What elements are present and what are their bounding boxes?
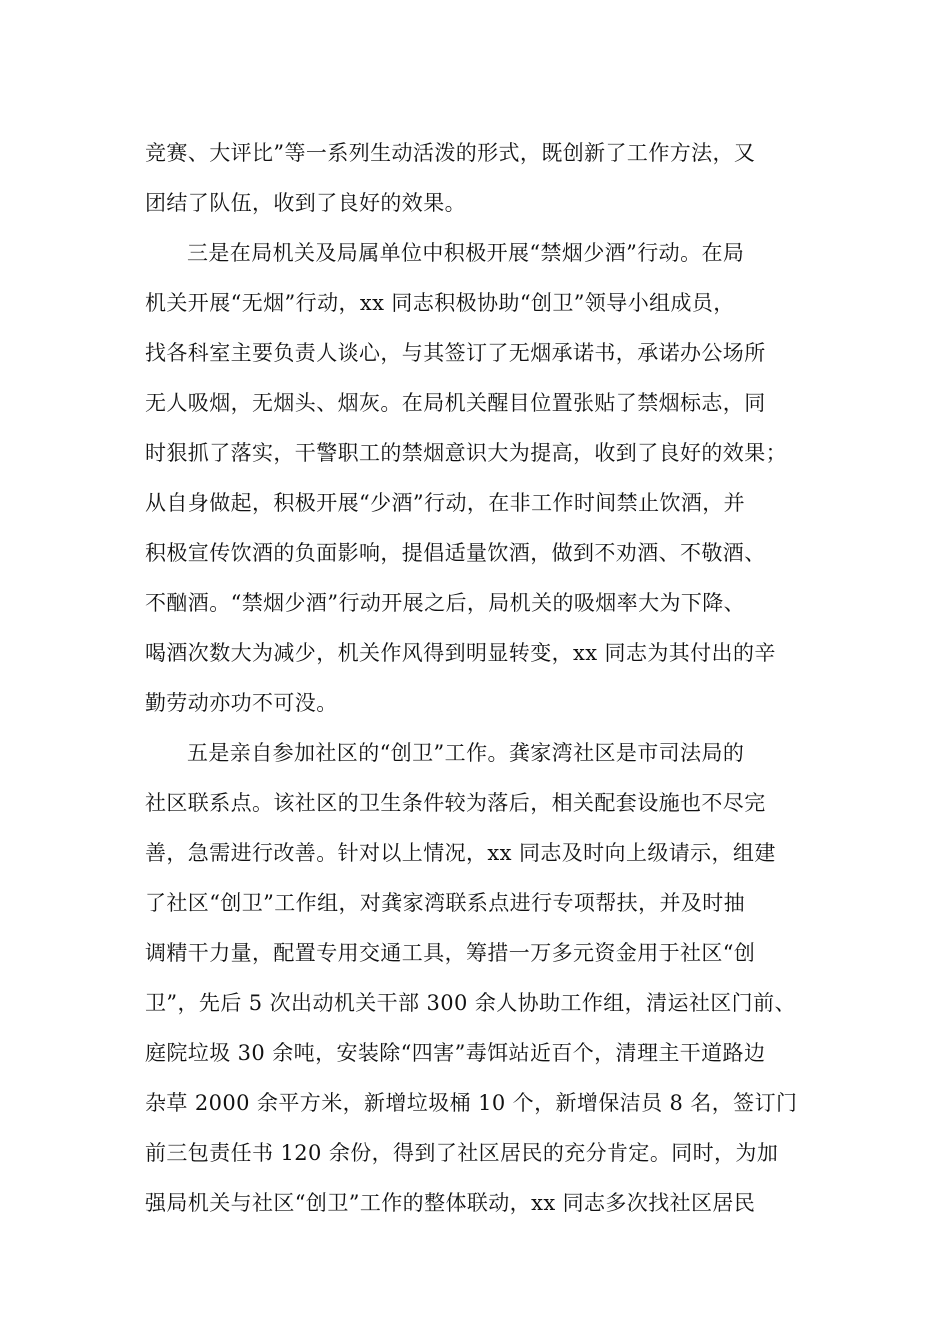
paragraph-line: 庭院垃圾 30 余吨，安装除“四害”毒饵站近百个，清理主干道路边 xyxy=(145,1041,766,1065)
paragraph-line: 无人吸烟，无烟头、烟灰。在局机关醒目位置张贴了禁烟标志，同 xyxy=(145,391,766,415)
paragraph-line: 社区联系点。该社区的卫生条件较为落后，相关配套设施也不尽完 xyxy=(145,791,766,815)
paragraph-line: 机关开展“无烟”行动，xx 同志积极协助“创卫”领导小组成员， xyxy=(145,291,735,315)
paragraph-line: 了社区“创卫”工作组，对龚家湾联系点进行专项帮扶，并及时抽 xyxy=(145,891,746,915)
paragraph-line: 善，急需进行改善。针对以上情况，xx 同志及时向上级请示，组建 xyxy=(145,841,776,865)
paragraph-line: 前三包责任书 120 余份，得到了社区居民的充分肯定。同时，为加 xyxy=(145,1141,779,1165)
paragraph-line: 竞赛、大评比”等一系列生动活泼的形式，既创新了工作方法，又 xyxy=(145,141,756,165)
paragraph-line: 强局机关与社区“创卫”工作的整体联动，xx 同志多次找社区居民 xyxy=(145,1191,756,1215)
paragraph-line: 卫”，先后 5 次出动机关干部 300 余人协助工作组，清运社区门前、 xyxy=(145,991,796,1015)
paragraph-line: 找各科室主要负责人谈心，与其签订了无烟承诺书，承诺办公场所 xyxy=(145,341,766,365)
paragraph-line: 喝酒次数大为减少，机关作风得到明显转变，xx 同志为其付出的辛 xyxy=(145,641,776,665)
paragraph-line: 三是在局机关及局属单位中积极开展“禁烟少酒”行动。在局 xyxy=(187,241,745,265)
paragraph-line: 积极宣传饮酒的负面影响，提倡适量饮酒，做到不劝酒、不敬酒、 xyxy=(145,541,766,565)
paragraph-line: 五是亲自参加社区的“创卫”工作。龚家湾社区是市司法局的 xyxy=(187,741,745,765)
paragraph-line: 杂草 2000 余平方米，新增垃圾桶 10 个，新增保洁员 8 名，签订门 xyxy=(145,1091,798,1115)
paragraph-line: 不酗酒。“禁烟少酒”行动开展之后，局机关的吸烟率大为下降、 xyxy=(145,591,746,615)
paragraph-line: 从自身做起，积极开展“少酒”行动，在非工作时间禁止饮酒，并 xyxy=(145,491,746,515)
paragraph-line: 团结了队伍，收到了良好的效果。 xyxy=(145,191,466,215)
paragraph-line: 时狠抓了落实，干警职工的禁烟意识大为提高，收到了良好的效果； xyxy=(145,441,787,465)
paragraph-line: 勤劳动亦功不可没。 xyxy=(145,691,338,715)
paragraph-line: 调精干力量，配置专用交通工具，筹措一万多元资金用于社区“创 xyxy=(145,941,756,965)
